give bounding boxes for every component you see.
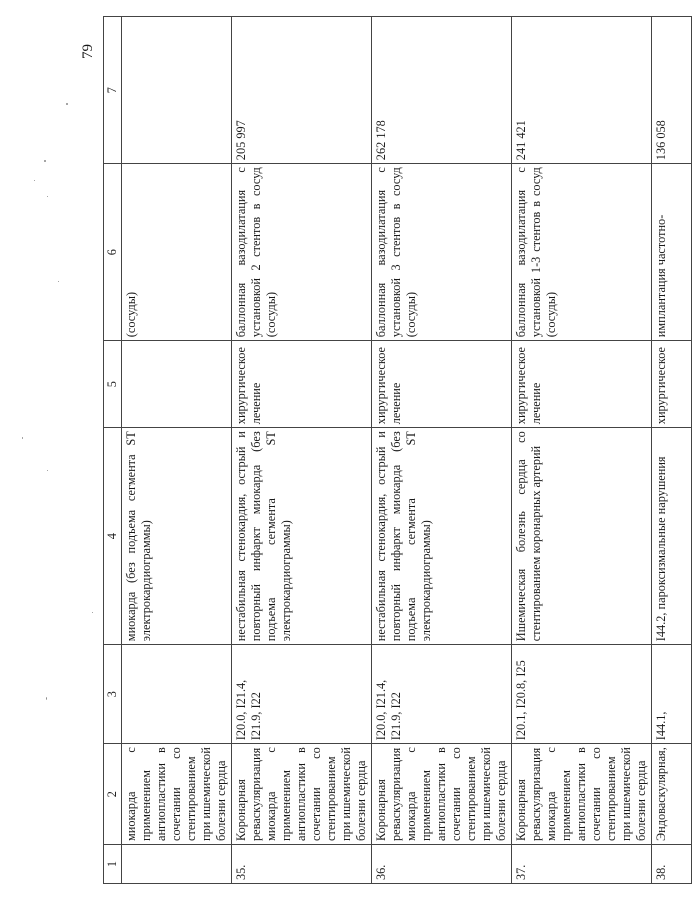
procedure-name: Коронарная реваскуляризация миокарда с применением ангиопластики в сочетании со стентированием при ишемической болезни сердца [372,744,512,845]
table-row [372,17,512,884]
table-row [122,17,232,884]
table-row [232,17,372,884]
header-col-1: 1 [104,845,122,884]
header-col-6: 6 [104,164,122,341]
header-col-4: 4 [104,428,122,645]
icd-codes: I20.1, I20.8, I25 [512,645,652,744]
icd-codes: I20.0, I21.4, I21.9, I22 [232,645,372,744]
procedure-name: Эндоваскулярная, [652,744,692,845]
table-header-row [104,17,122,884]
header-col-7: 7 [104,17,122,164]
header-col-3: 3 [104,645,122,744]
scan-speck [92,612,93,613]
row-number: 37. [512,845,652,884]
treatment-type: хирургическое [652,341,692,428]
procedure-name: Коронарная реваскуляризация миокарда с применением ангиопластики в сочетании со стентированием при ишемической болезни сердца [512,744,652,845]
scan-speck [47,470,48,471]
procedures-table [103,16,692,884]
header-col-5: 5 [104,341,122,428]
page-number: 79 [80,44,96,59]
patient-model: нестабильная стенокардия, острый и повторный инфаркт миокарда (без подъема сегмента ST электрокардиограммы) [232,428,372,645]
row-number: 36. [372,845,512,884]
scan-speck [44,160,46,162]
treatment-type [122,341,232,428]
row-number [122,845,232,884]
procedure-name: Коронарная реваскуляризация миокарда с применением ангиопластики в сочетании со стентированием при ишемической болезни сердца [232,744,372,845]
scan-speck [22,437,23,439]
treatment-method: баллонная вазодилатация с установкой 2 стентов в сосуд (сосуды) [232,164,372,341]
scan-speck [34,180,35,181]
cost-value: 262 178 [372,17,512,164]
cost-value [122,17,232,164]
treatment-type: хирургическое лечение [512,341,652,428]
patient-model: миокарда (без подъема сегмента ST электрокардиограммы) [122,428,232,645]
treatment-method: имплантация частотно- [652,164,692,341]
icd-codes: I44.1, [652,645,692,744]
patient-model: Ишемическая болезнь сердца со стентированием коронарных артерий [512,428,652,645]
treatment-method: (сосуды) [122,164,232,341]
header-col-2: 2 [104,744,122,845]
treatment-type: хирургическое лечение [372,341,512,428]
cost-value: 205 997 [232,17,372,164]
scan-speck [58,281,59,282]
patient-model: I44.2, пароксизмальные нарушения [652,428,692,645]
scan-speck [66,103,68,105]
treatment-method: баллонная вазодилатация с установкой 3 стентов в сосуд (сосуды) [372,164,512,341]
treatment-type: хирургическое лечение [232,341,372,428]
patient-model: нестабильная стенокардия, острый и повторный инфаркт миокарда (без подъема сегмента ST электрокардиограммы) [372,428,512,645]
table-row [512,17,652,884]
scan-speck [46,697,47,700]
icd-codes [122,645,232,744]
procedure-name: миокарда с применением ангиопластики в сочетании со стентированием при ишемической болезни сердца [122,744,232,845]
row-number: 35. [232,845,372,884]
scan-speck [47,196,48,197]
table-row [652,17,692,884]
treatment-method: баллонная вазодилатация с установкой 1-3 стентов в сосуд (сосуды) [512,164,652,341]
icd-codes: I20.0, I21.4, I21.9, I22 [372,645,512,744]
cost-value: 241 421 [512,17,652,164]
row-number: 38. [652,845,692,884]
cost-value: 136 058 [652,17,692,164]
